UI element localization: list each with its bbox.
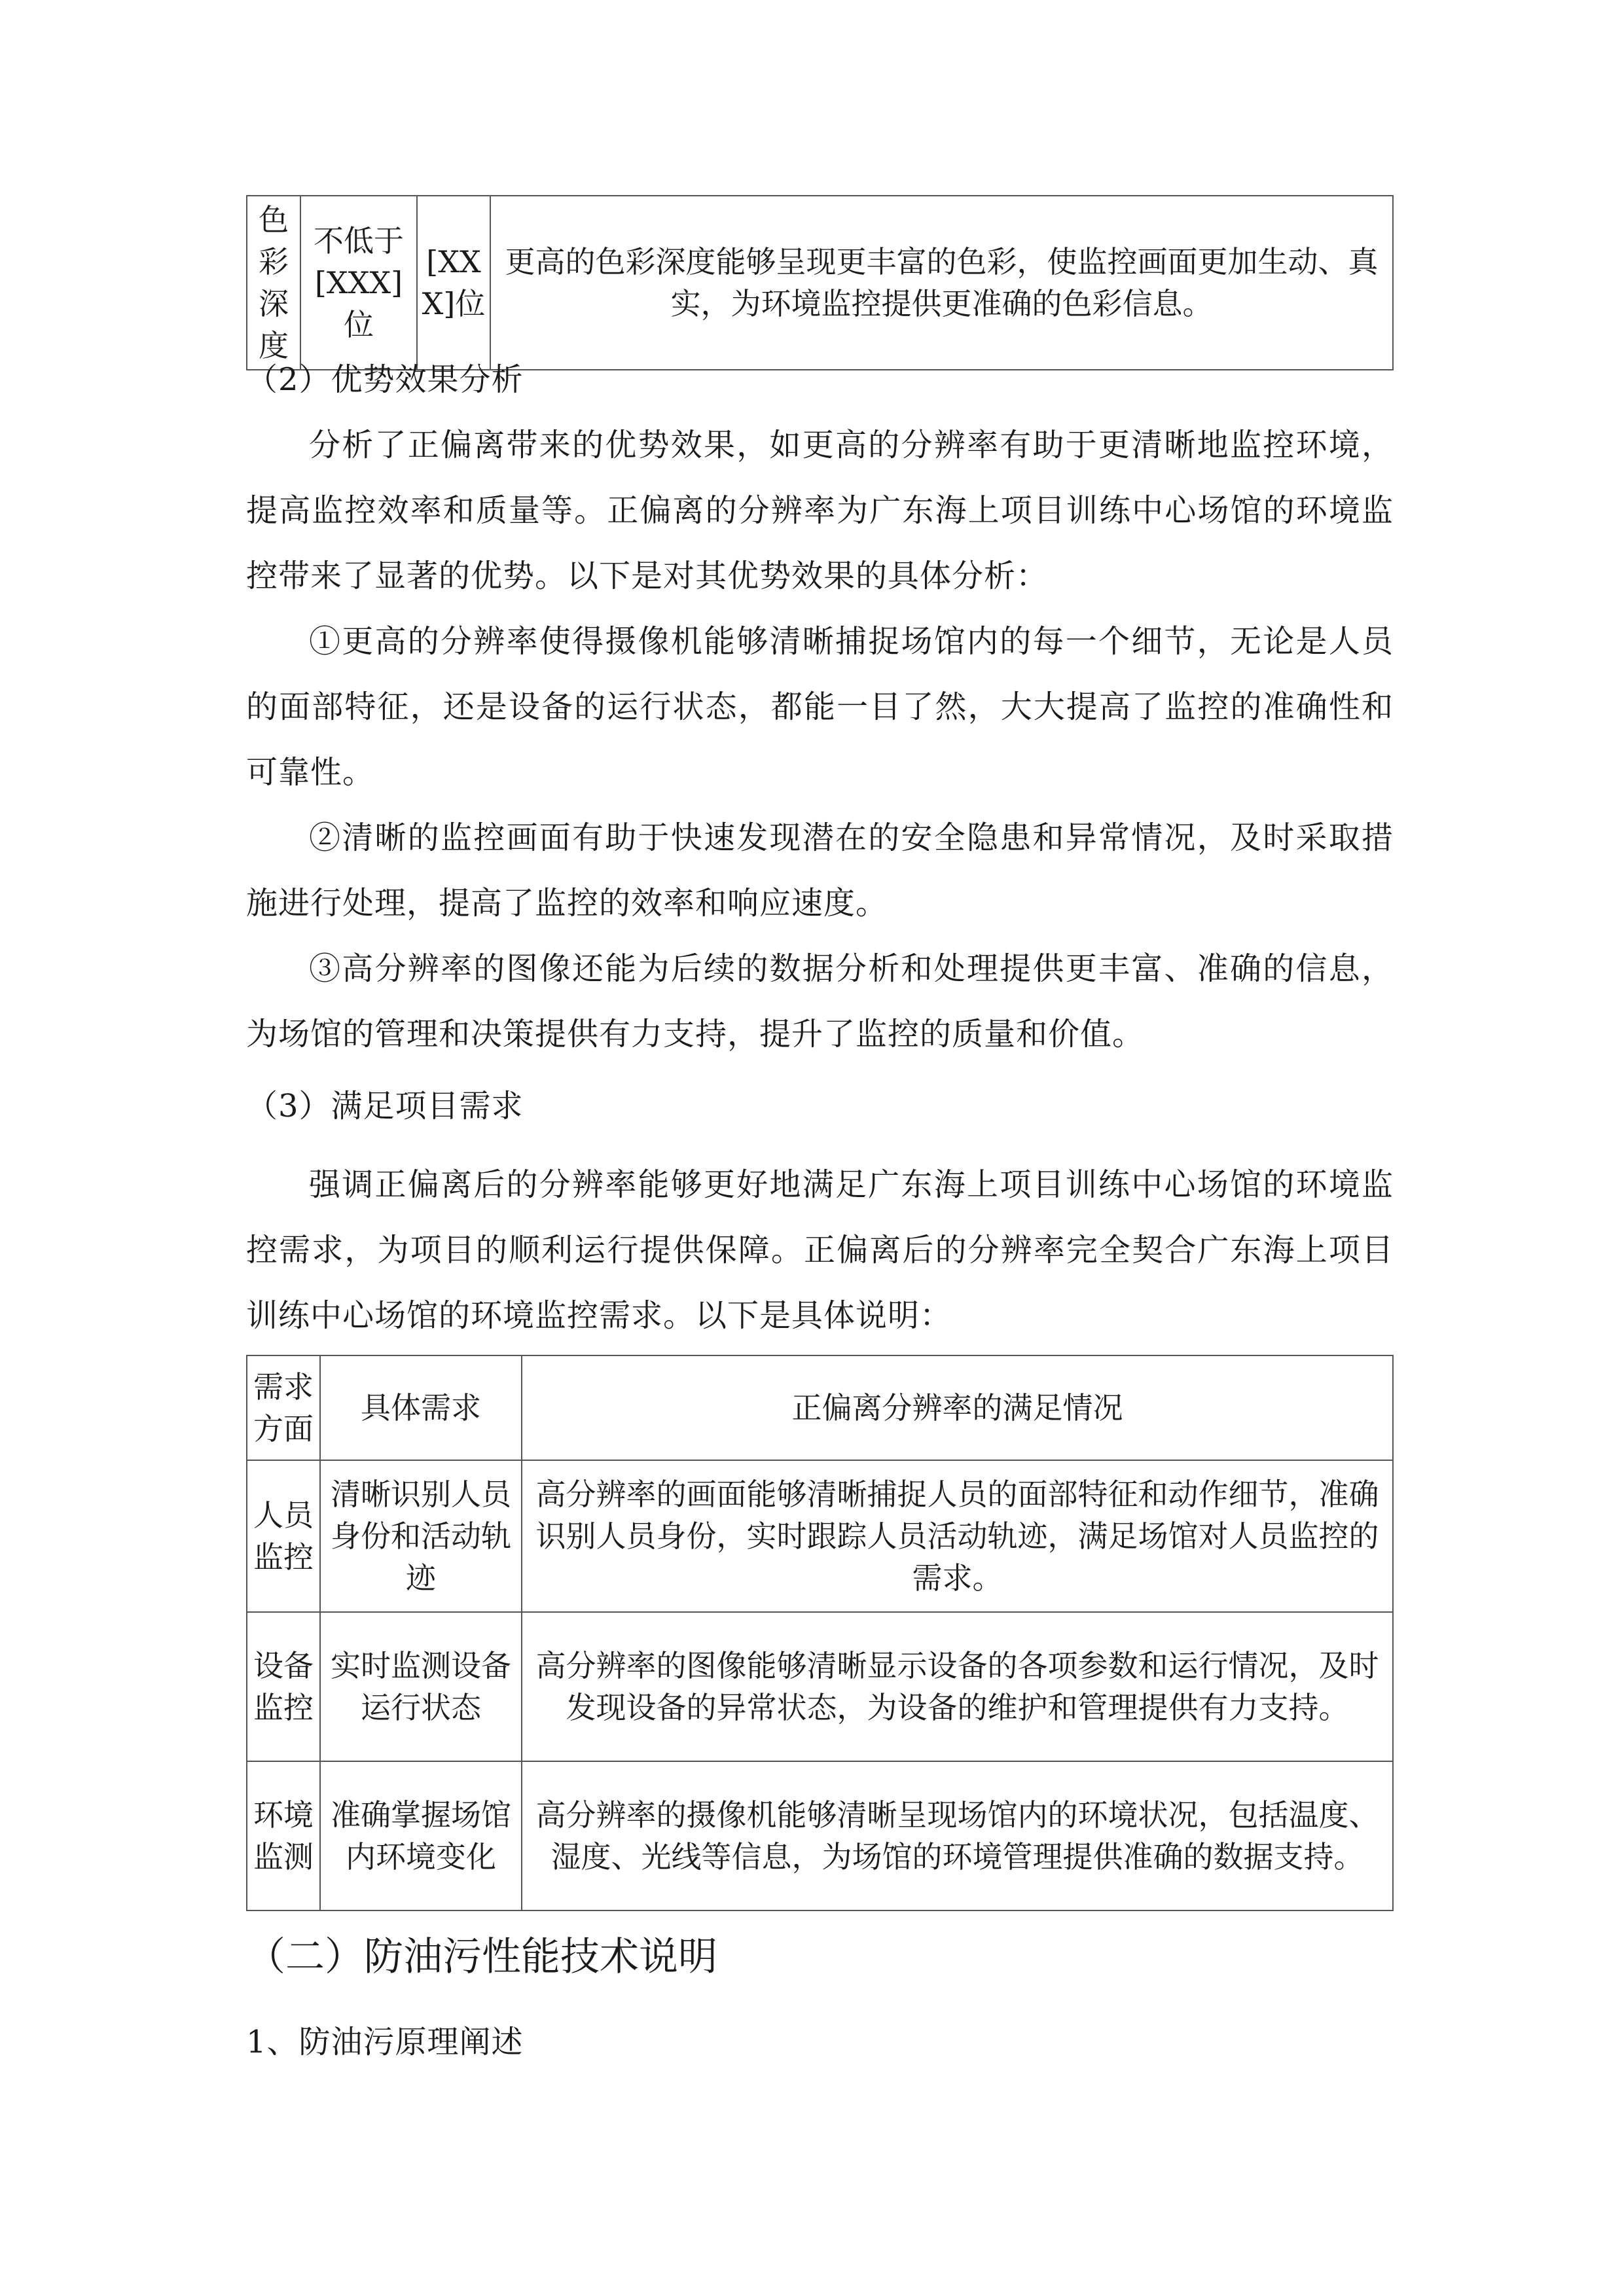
table-header-cell: 具体需求 [320,1355,522,1460]
paragraph-point-1: ①更高的分辨率使得摄像机能够清晰捕捉场馆内的每一个细节，无论是人员的面部特征，还是设备的运行状态，都能一目了然，大大提高了监控的准确性和可靠性。 [246,623,1394,791]
table-header-cell: 正偏离分辨率的满足情况 [522,1355,1393,1460]
table-cell-value: [XXX]位 [417,196,490,370]
subheading-oil-principle: 1、防油污原理阐述 [246,2024,524,2060]
table-row [247,1612,1393,1761]
table-header-cell: 需求方面 [247,1355,320,1460]
table-header-row [247,1355,1393,1460]
table-cell-fulfillment: 高分辨率的摄像机能够清晰呈现场馆内的环境状况，包括温度、湿度、光线等信息，为场馆的环境管理提供准确的数据支持。 [522,1761,1393,1910]
paragraph-point-3: ③高分辨率的图像还能为后续的数据分析和处理提供更丰富、准确的信息，为场馆的管理和决策提供有力支持，提升了监控的质量和价值。 [246,950,1394,1052]
section-heading-oil-proof: （二）防油污性能技术说明 [246,1934,717,1980]
table-cell-aspect: 人员监控 [247,1460,320,1612]
table-cell-fulfillment: 高分辨率的图像能够清晰显示设备的各项参数和运行情况，及时发现设备的异常状态，为设备的维护和管理提供有力支持。 [522,1612,1393,1761]
table-cell-requirement: 不低于[XXX]位 [300,196,417,370]
table-cell-aspect: 环境监测 [247,1761,320,1910]
table-row [247,1761,1393,1910]
table-cell-aspect: 设备监控 [247,1612,320,1761]
table-row [247,1460,1393,1612]
table-cell-need: 准确掌握场馆内环境变化 [320,1761,522,1910]
table-cell-need: 清晰识别人员身份和活动轨迹 [320,1460,522,1612]
requirement-table [246,1355,1394,1911]
table-cell-item: 色彩深度 [247,196,300,370]
table-cell-fulfillment: 高分辨率的画面能够清晰捕捉人员的面部特征和动作细节，准确识别人员身份，实时跟踪人员活动轨迹，满足场馆对人员监控的需求。 [522,1460,1393,1612]
table-cell-need: 实时监测设备运行状态 [320,1612,522,1761]
paragraph-point-2: ②清晰的监控画面有助于快速发现潜在的安全隐患和异常情况，及时采取措施进行处理，提高了监控的效率和响应速度。 [246,819,1394,922]
color-depth-table [246,195,1394,370]
paragraph-requirement-intro: 强调正偏离后的分辨率能够更好地满足广东海上项目训练中心场馆的环境监控需求，为项目的顺利运行提供保障。正偏离后的分辨率完全契合广东海上项目训练中心场馆的环境监控需求。以下是具体说明： [246,1166,1394,1334]
table-row [247,196,1393,370]
section-heading-requirement: （3）满足项目需求 [246,1088,524,1124]
section-heading-advantage: （2）优势效果分析 [246,361,524,398]
paragraph-advantage-intro: 分析了正偏离带来的优势效果，如更高的分辨率有助于更清晰地监控环境，提高监控效率和质量等。正偏离的分辨率为广东海上项目训练中心场馆的环境监控带来了显著的优势。以下是对其优势效果的具体分析： [246,427,1394,594]
table-cell-description: 更高的色彩深度能够呈现更丰富的色彩，使监控画面更加生动、真实，为环境监控提供更准确的色彩信息。 [490,196,1393,370]
